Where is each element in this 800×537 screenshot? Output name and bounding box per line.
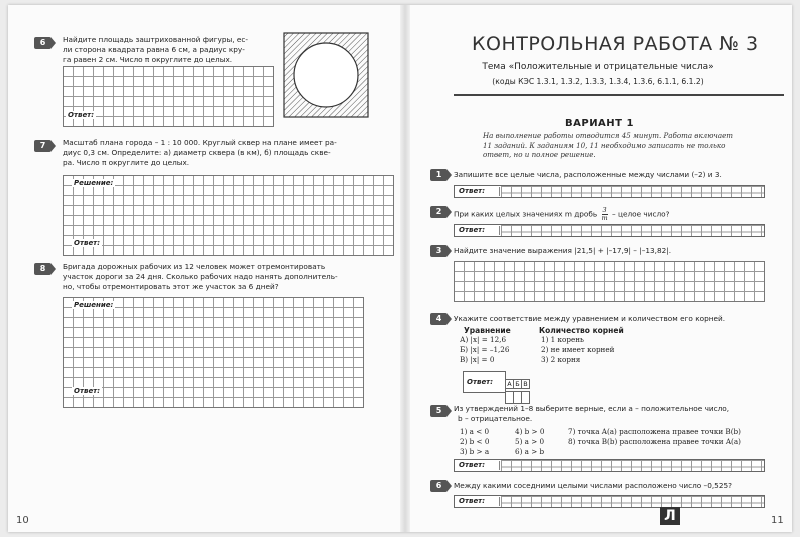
task6-text: Между какими соседними целыми числами расположено число –0,525?	[454, 481, 732, 490]
equation-list: А) |x| = 12,6 Б) |x| = –1,26 В) |x| = 0	[460, 335, 510, 364]
task5-text: Из утверждений 1–8 выберите верные, если a – положительное число, b – отрицательное.	[454, 404, 730, 423]
task5-options-col1: 1) a < 0 2) b < 0 3) b > a	[460, 427, 490, 456]
book-spread	[8, 5, 792, 532]
match-header-cell: А	[505, 379, 514, 389]
task2-answer-field[interactable]	[454, 224, 765, 237]
task4-text: Укажите соответствие между уравнением и количеством его корней.	[454, 314, 726, 323]
task-number-badge: 1	[430, 169, 447, 181]
roots-list: 1) 1 корень 2) не имеет корней 3) 2 корня	[541, 335, 615, 364]
watermark-logo: Л	[660, 507, 680, 525]
page-fold	[400, 5, 410, 532]
task1-text: Запишите все целые числа, расположенные между числами (–2) и 3.	[454, 170, 722, 179]
task7-work-grid[interactable]	[63, 175, 394, 256]
task8-solution-label: Решение:	[74, 301, 114, 309]
task6-answer-label: Ответ:	[68, 111, 95, 119]
match-answer-cell[interactable]	[521, 391, 530, 404]
task-number-badge: 8	[34, 263, 51, 275]
match-header-cell: Б	[513, 379, 522, 389]
task5-answer-field[interactable]	[454, 459, 765, 472]
task7-answer-label: Ответ:	[74, 239, 101, 247]
task-number-badge: 6	[34, 37, 51, 49]
match-header-cell: В	[521, 379, 530, 389]
task4-answer-box	[463, 371, 506, 393]
answer-label: Ответ:	[456, 226, 500, 235]
task8-text: Бригада дорожных рабочих из 12 человек может отремонтировать участок дороги за 24 дня. Сколько рабочих надо нанять дополнитель- но, чтобы отремонтировать этот же участок за 6 дней?	[63, 262, 338, 291]
task-number-badge: 2	[430, 206, 447, 218]
task-number-badge: 3	[430, 245, 447, 257]
task3-work-grid[interactable]	[454, 261, 765, 302]
hatched-square-figure	[283, 32, 369, 118]
equation-column-header: Уравнение	[464, 326, 511, 335]
task3-text: Найдите значение выражения |21,5| + |–17,9| – |–13,82|.	[454, 246, 672, 255]
task2-text: При каких целых значениях m дробь $\frac{3}{m}$ – целое число?	[454, 206, 670, 222]
task-number-badge: 4	[430, 313, 447, 325]
roots-column-header: Количество корней	[539, 326, 624, 335]
answer-label: Ответ:	[467, 378, 494, 386]
page-title: КОНТРОЛЬНАЯ РАБОТА № 3	[472, 33, 759, 55]
answer-label: Ответ:	[456, 497, 500, 506]
task7-solution-label: Решение:	[74, 179, 114, 187]
task8-answer-label: Ответ:	[74, 387, 101, 395]
task5-options-col2: 4) b > 0 5) a > 0 6) a > b	[515, 427, 545, 456]
codes-line: (коды КЭС 1.3.1, 1.3.2, 1.3.3, 1.3.4, 1.3.6, 6.1.1, 6.1.2)	[492, 77, 704, 86]
task5-options-col3: 7) точка A(a) расположена правее точки B(b) 8) точка B(b) расположена правее точки A(a)	[568, 427, 741, 446]
task1-answer-field[interactable]	[454, 185, 765, 198]
header-rule	[454, 94, 784, 96]
answer-label: Ответ:	[456, 187, 500, 196]
fraction-denominator: m	[601, 214, 608, 222]
task-number-badge: 7	[34, 140, 51, 152]
variant-heading: ВАРИАНТ 1	[565, 118, 634, 129]
task4-match-table	[505, 371, 529, 408]
task6-text: Найдите площадь заштрихованной фигуры, ес- ли сторона квадрата равна 6 см, а радиус кру- га равен 2 см. Число π округлите до целых.	[63, 35, 249, 64]
topic-line: Тема «Положительные и отрицательные числа»	[482, 62, 714, 72]
task7-text: Масштаб плана города – 1 : 10 000. Круглый сквер на плане имеет ра- диус 0,3 см. Определите: а) диаметр сквера (в км), б) площадь скве- ра. Число π округлите до целых.	[63, 138, 337, 167]
fraction-numerator: 3	[602, 206, 607, 214]
answer-label: Ответ:	[456, 461, 500, 470]
task-number-badge: 6	[430, 480, 447, 492]
task8-work-grid[interactable]	[63, 297, 364, 408]
intro-text: На выполнение работы отводится 45 минут. Работа включает 11 заданий. К заданиям 10, 11 необходимо записать не только ответ, но и полное решение.	[483, 131, 734, 159]
page-number-left: 10	[16, 515, 29, 526]
page-number-right: 11	[771, 515, 784, 526]
task6-answer-field[interactable]	[454, 495, 765, 508]
task-number-badge: 5	[430, 405, 447, 417]
